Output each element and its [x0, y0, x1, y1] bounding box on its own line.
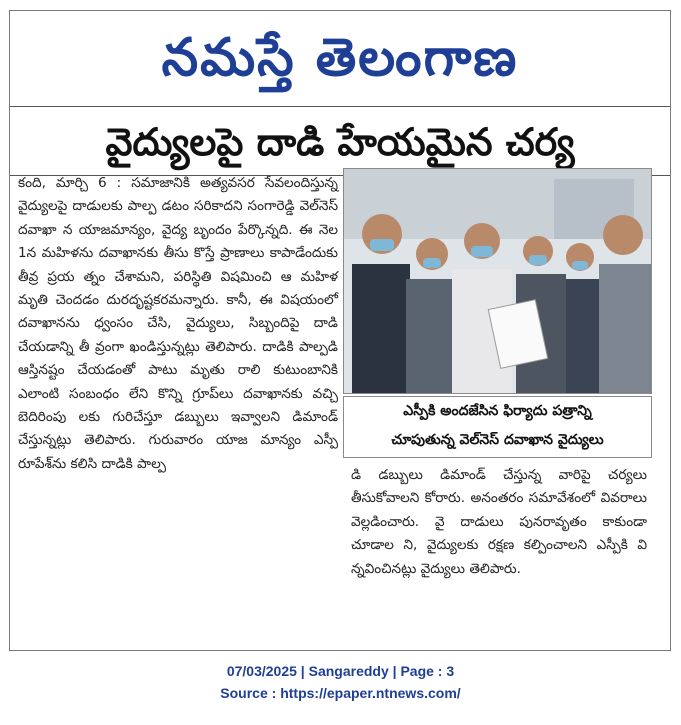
- source-url: Source : https://epaper.ntnews.com/: [220, 685, 461, 701]
- body-text: డి డబ్బులు డిమాండ్ చేస్తున్న వారిపై చర్యలు తీసుకోవాలని కోరారు. అనంతరం సమావేశంలో వివరాలు వెల్లడించారు. వై దాడులు పునరావృతం కాకుండా చూడాల ని, వైద్యులకు రక్షణ కల్పించాలని ఎస్పీకి వి న్నవించినట్లు వైద్యులు తెలిపారు.: [351, 467, 647, 577]
- photo-caption: [343, 396, 652, 458]
- article-body-left: [18, 172, 338, 476]
- caption-line: చూపుతున్న వెల్‌నెస్ దవాఖాన వైద్యులు: [391, 432, 604, 448]
- body-text: కంది, మార్చి 6 : సమాజానికి అత్యవసర సేవలందిస్తున్న వైద్యులపై దాడులకు పాల్ప డటం సరికాదని సంగారెడ్డి వెల్‌నెస్ దవాఖా న యాజమాన్యం, వైద్య బృందం పేర్కొన్నది. ఈ నెల 1న మహిళను దవాఖానకు తీసు కొస్తే ప్రాణాలు కాపాడేందుకు తీవ్ర ప్రయ త్నం చేశామని, పరిస్థితి విషమించి ఆ మహిళ మృతి చెందడం దురదృష్టకరమన్నారు. కానీ, ఈ విషయంలో దవాఖానను ధ్వంసం చేసి, వైద్యులు, సిబ్బందిపై దాడి చేయడాన్ని తీ వ్రంగా ఖండిస్తున్నట్లు తెలిపారు. దాడికి పాల్పడి ఆస్తినష్టం చేయడంతో పాటు మృతు రాలి కుటుంబానికి ఎలాంటి సంబంధం లేని కొన్ని గ్రూప్‌లు దవాఖానకు వచ్చి బెదిరింపు లకు గురిచేస్తూ డబ్బులు ఇవ్వాలని డిమాండ్ చేస్తున్నట్లు తెలిపారు. గురువారం యాజ మాన్యం ఎస్పీ రూపేశ్‌ను కలిసి దాడికి పాల్ప: [18, 175, 338, 472]
- article-photo: [343, 168, 652, 394]
- divider: [10, 106, 670, 107]
- article-body-right: [351, 464, 647, 581]
- newspaper-masthead: నమస్తే తెలంగాణ: [161, 27, 519, 88]
- article-headline: వైద్యులపై దాడి హేయమైన చర్య: [105, 120, 575, 164]
- caption-line: ఎస్పీకి అందజేసిన ఫిర్యాదు పత్రాన్ని: [403, 403, 592, 419]
- group-photo-illustration: [344, 169, 651, 393]
- date-edition-page: 07/03/2025 | Sangareddy | Page : 3: [226, 663, 455, 679]
- source-info: [0, 660, 681, 704]
